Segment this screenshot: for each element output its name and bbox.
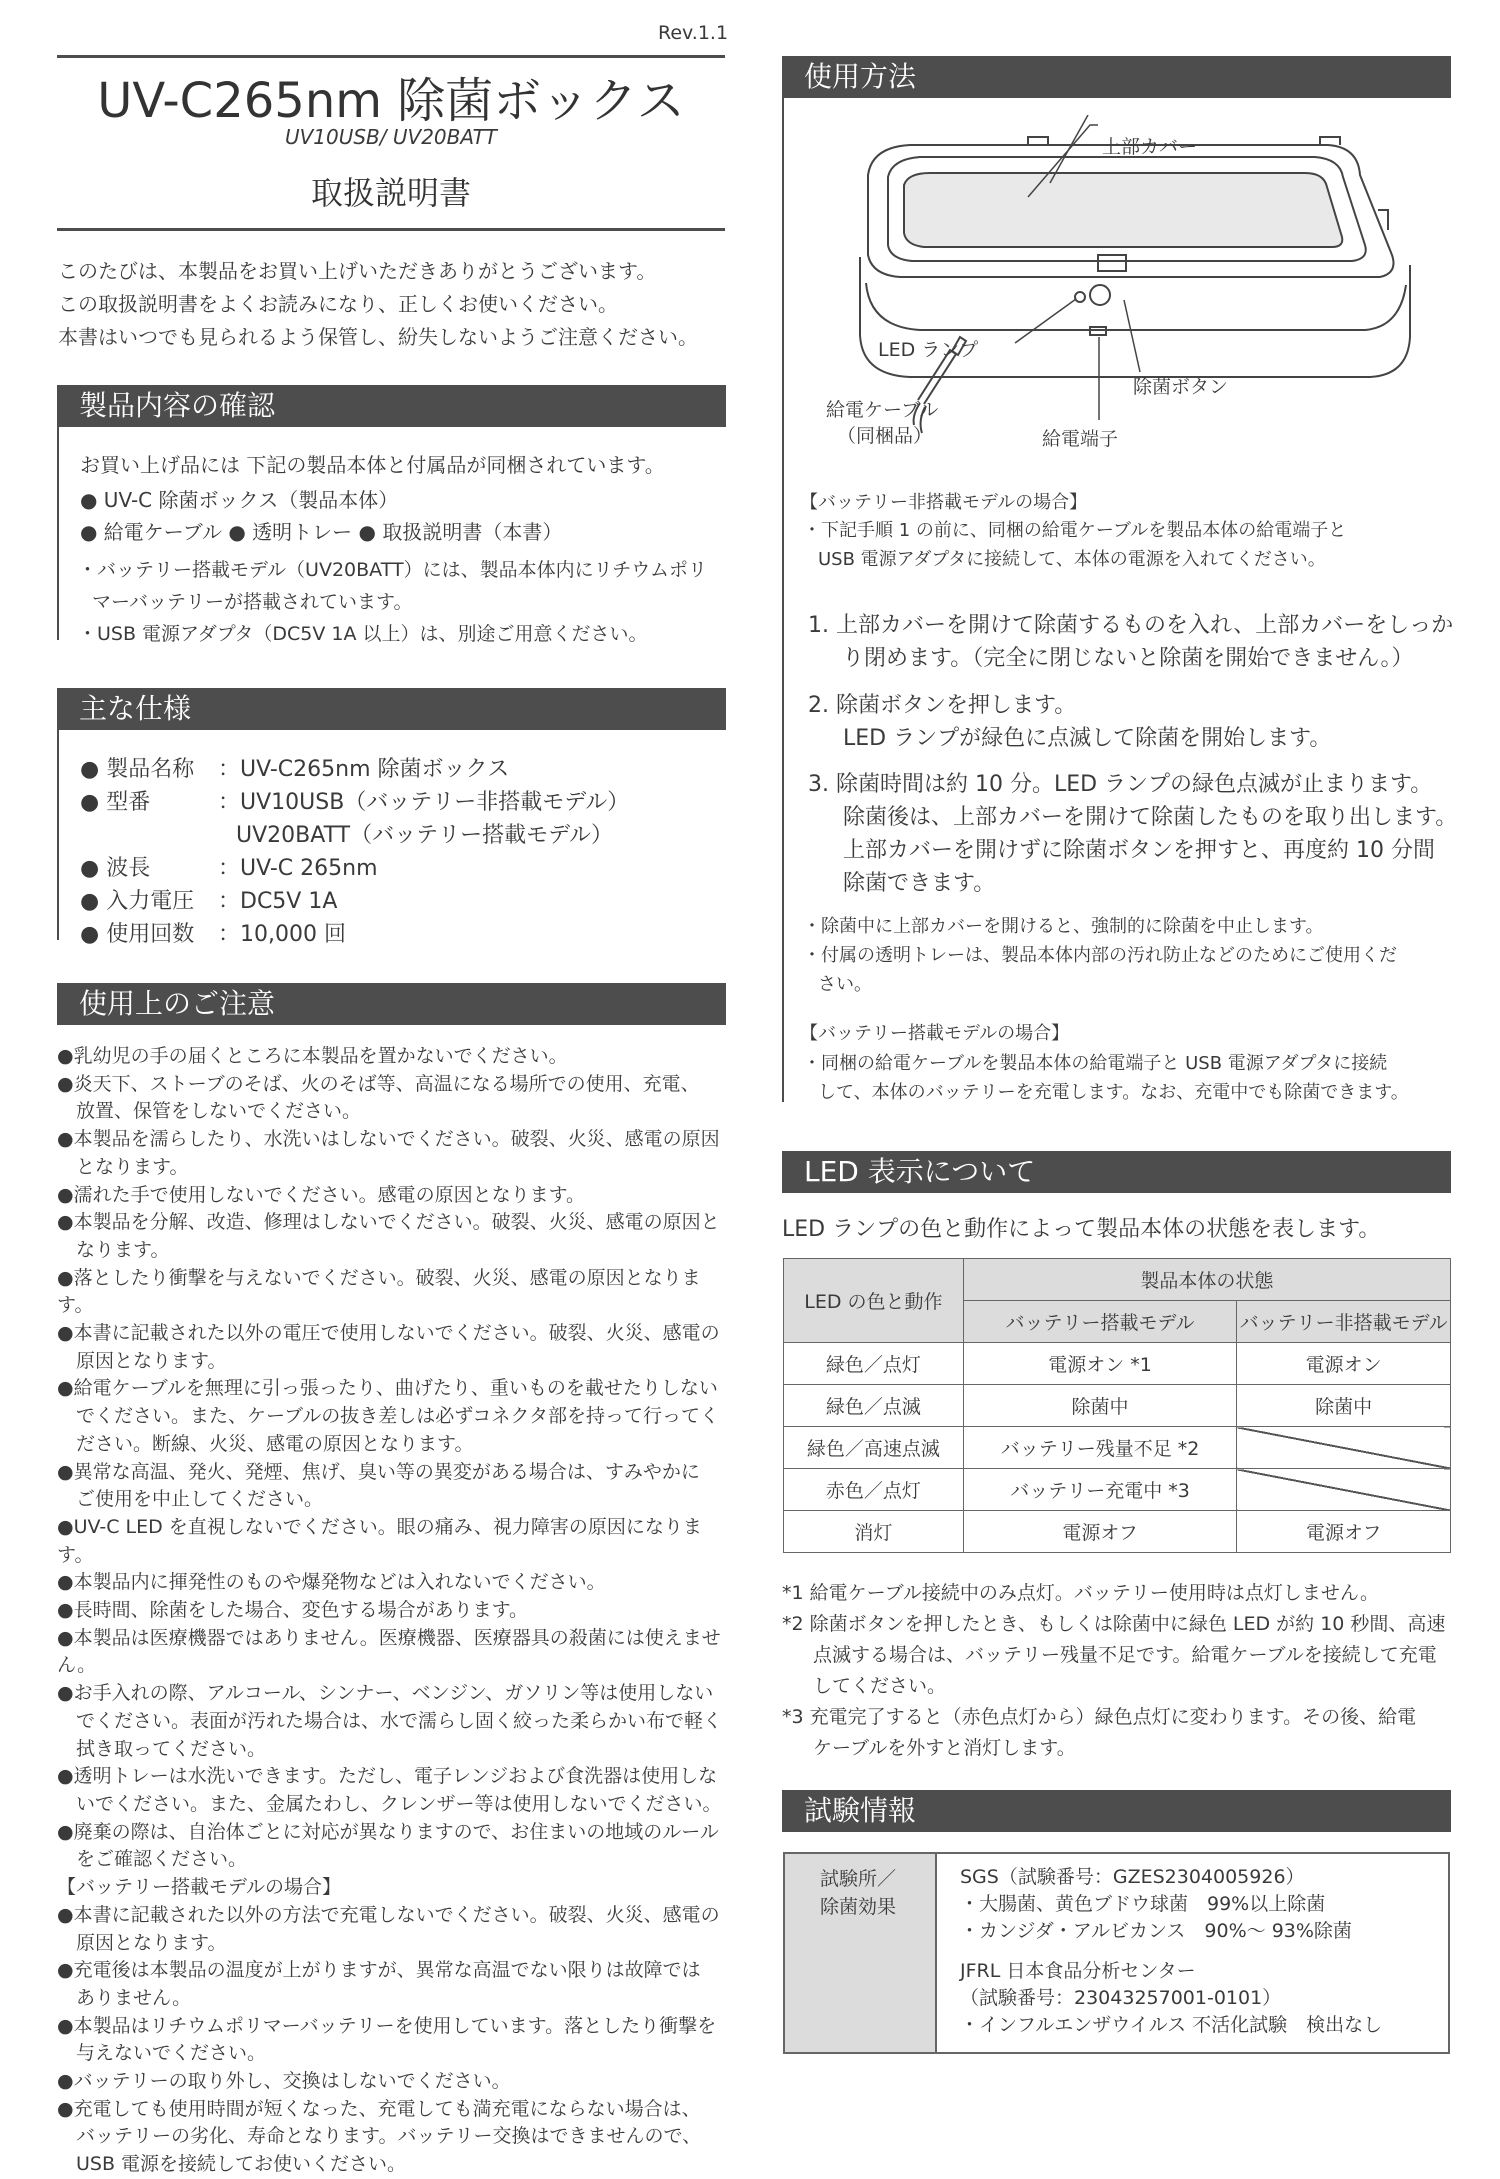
led-footnote: *2 除菌ボタンを押したとき、もしくは除菌中に緑色 LED が約 10 秒間、高速 [782, 1613, 1446, 1635]
document-title: UV-C265nm 除菌ボックス [97, 73, 685, 129]
caution-line: ●充電しても使用時間が短くなった、充電しても満充電にならない場合は、 [57, 2097, 701, 2120]
intro-line: 本書はいつでも見られるよう保管し、紛失しないようご注意ください。 [58, 325, 698, 349]
led-nobatt-state: 電源オン [1237, 1343, 1451, 1385]
batt-title: 【バッテリー搭載モデルの場合】 [800, 1023, 1070, 1044]
led-color: 緑色／高速点滅 [784, 1427, 964, 1469]
caution-line: ●落としたり衝撃を与えないでください。破裂、火災、感電の原因となります。 [57, 1266, 701, 1317]
led-footnote: ケーブルを外すと消灯します。 [813, 1737, 1076, 1759]
led-nobatt-state: 除菌中 [1237, 1385, 1451, 1427]
caution-line: ●本製品を分解、改造、修理はしないでください。破裂、火災、感電の原因と [57, 1211, 720, 1234]
title-rule-top [57, 55, 725, 58]
test-line: ・インフルエンザウイルス 不活化試験 検出なし [960, 2014, 1383, 2036]
caution-line: ●本製品は医療機器ではありません。医療機器、医療器具の殺菌には使えません。 [57, 1626, 721, 1677]
caution-line: ●本製品内に揮発性のものや爆発物などは入れないでください。 [57, 1571, 606, 1594]
usage-step: LED ランプが緑色に点滅して除菌を開始します。 [843, 726, 1332, 751]
model-numbers: UV10USB/ UV20BATT [284, 125, 498, 149]
usage-step: 除菌後は、上部カバーを開けて除菌したものを取り出します。 [843, 805, 1458, 830]
spec-label: ● 波長 [80, 856, 151, 881]
spec-value: ：UV-C 265nm [218, 856, 378, 881]
led-color: 緑色／点滅 [784, 1385, 964, 1427]
led-batt-state: 電源オン *1 [963, 1343, 1237, 1385]
led-footnote: 点滅する場合は、バッテリー残量不足です。給電ケーブルを接続して充電 [813, 1644, 1437, 1666]
led-row [784, 1469, 1451, 1511]
caution-line: ●UV-C LED を直視しないでください。眼の痛み、視力障害の原因になります。 [57, 1515, 702, 1566]
caution-line: ありません。 [57, 1986, 192, 2009]
usage-note: ・除菌中に上部カバーを開けると、強制的に除菌を中止します。 [803, 916, 1324, 937]
contents-item: ● 給電ケーブル ● 透明トレー ● 取扱説明書（本書） [80, 520, 563, 544]
intro-line: この取扱説明書をよくお読みになり、正しくお使いください。 [58, 292, 618, 316]
caution-line: でください。また、ケーブルの抜き差しは必ずコネクタ部を持って行ってく [57, 1405, 719, 1428]
document-subtitle: 取扱説明書 [310, 174, 471, 212]
led-batt-state: バッテリー残量不足 *2 [963, 1427, 1237, 1469]
caution-line: 原因となります。 [57, 1931, 227, 1954]
caution-line: ●長時間、除菌をした場合、変色する場合があります。 [57, 1599, 529, 1622]
specs-heading: 主な仕様 [57, 688, 726, 730]
diagram-label-port: 給電端子 [1042, 428, 1119, 450]
intro-line: このたびは、本製品をお買い上げいただきありがとうございます。 [58, 259, 657, 283]
led-col-nobatt: バッテリー非搭載モデル [1237, 1301, 1451, 1343]
usage-step: 1. 上部カバーを開けて除菌するものを入れ、上部カバーをしっか [808, 613, 1454, 638]
usage-step: 除菌できます。 [843, 871, 996, 896]
led-row [784, 1427, 1451, 1469]
batt-note: ・同梱の給電ケーブルを製品本体の給電端子と USB 電源アダプタに接続 [803, 1053, 1388, 1074]
contents-note: ・バッテリー搭載モデル（UV20BATT）には、製品本体内にリチウムポリ [78, 559, 707, 581]
caution-line: ●本製品を濡らしたり、水洗いはしないでください。破裂、火災、感電の原因 [57, 1128, 720, 1151]
contents-note: マーバッテリーが搭載されています。 [92, 591, 413, 613]
led-lead: LED ランプの色と動作によって製品本体の状態を表します。 [782, 1217, 1381, 1242]
test-line: （試験番号：23043257001-0101） [960, 1987, 1282, 2009]
caution-line: バッテリーの劣化、寿命となります。バッテリー交換はできませんので、 [57, 2125, 702, 2148]
test-heading: 試験情報 [782, 1790, 1451, 1832]
usage-bar [782, 98, 784, 1102]
title-rule-bottom [57, 228, 725, 231]
contents-note: ・USB 電源アダプタ（DC5V 1A 以上）は、別途ご用意ください。 [78, 623, 648, 645]
diagram-label-led: LED ランプ [878, 339, 979, 361]
caution-line: 拭き取ってください。 [57, 1737, 267, 1760]
contents-bar [57, 427, 59, 640]
caution-line: ●本製品はリチウムポリマーバッテリーを使用しています。落としたり衝撃を [57, 2014, 717, 2037]
usage-step: り閉めます。（完全に閉じないと除菌を開始できません。） [842, 646, 1414, 671]
cautions-heading: 使用上のご注意 [57, 983, 726, 1025]
led-col-state: 製品本体の状態 [963, 1259, 1450, 1301]
usage-step: 3. 除菌時間は約 10 分。LED ランプの緑色点滅が止まります。 [808, 772, 1433, 797]
usage-step: 2. 除菌ボタンを押します。 [808, 693, 1077, 718]
usage-step: 上部カバーを開けずに除菌ボタンを押すと、再度約 10 分間 [843, 838, 1435, 863]
caution-line: いでください。また、金属たわし、クレンザー等は使用しないでください。 [57, 1792, 722, 1815]
caution-line: なります。 [57, 1238, 170, 1261]
caution-line: ●廃棄の際は、自治体ごとに対応が異なりますので、お住まいの地域のルール [57, 1820, 719, 1843]
test-line: JFRL 日本食品分析センター [960, 1960, 1196, 1982]
caution-line: 放置、保管をしないでください。 [57, 1100, 362, 1123]
spec-label: ● 型番 [80, 790, 151, 815]
led-footnote: してください。 [813, 1675, 947, 1697]
caution-line: となります。 [57, 1155, 189, 1178]
diagram-label-button: 除菌ボタン [1133, 376, 1229, 398]
led-heading: LED 表示について [782, 1151, 1451, 1193]
caution-line: ●充電後は本製品の温度が上がりますが、異常な高温でない限りは故障では [57, 1959, 701, 1982]
nobatt-note: USB 電源アダプタに接続して、本体の電源を入れてください。 [818, 549, 1326, 570]
led-row [784, 1385, 1451, 1427]
diagram-label-cable: 給電ケーブル [826, 399, 939, 421]
led-nobatt-state: 電源オフ [1237, 1511, 1451, 1553]
caution-line: 【バッテリー搭載モデルの場合】 [57, 1876, 342, 1899]
caution-line: ●バッテリーの取り外し、交換はしないでください。 [57, 2070, 511, 2093]
caution-line: ●本書に記載された以外の電圧で使用しないでください。破裂、火災、感電の [57, 1322, 720, 1345]
caution-line: ●透明トレーは水洗いできます。ただし、電子レンジおよび食洗器は使用しな [57, 1765, 718, 1788]
led-table [783, 1258, 1451, 1553]
contents-heading: 製品内容の確認 [57, 385, 726, 427]
caution-line: をご確認ください。 [57, 1848, 248, 1871]
nobatt-note: ・下記手順 1 の前に、同梱の給電ケーブルを製品本体の給電端子と [803, 520, 1347, 541]
test-line: ・大腸菌、黄色ブドウ球菌 99%以上除菌 [960, 1893, 1326, 1915]
spec-value: ：UV10USB（バッテリー非搭載モデル） [218, 790, 630, 815]
spec-value: ：10,000 回 [218, 922, 346, 947]
test-line: ・カンジダ・アルビカンス 90%～ 93%除菌 [960, 1920, 1352, 1942]
nobatt-title: 【バッテリー非搭載モデルの場合】 [800, 492, 1088, 513]
usage-note: さい。 [818, 974, 872, 995]
cautions-list [57, 1043, 737, 2179]
led-color: 消灯 [784, 1511, 964, 1553]
test-label: 試験所／ [820, 1868, 897, 1890]
spec-value: UV20BATT（バッテリー搭載モデル） [236, 823, 613, 848]
led-batt-state: 除菌中 [963, 1385, 1237, 1427]
led-row [784, 1343, 1451, 1385]
caution-line: ●乳幼児の手の届くところに本製品を置かないでください。 [57, 1045, 568, 1067]
led-batt-state: バッテリー充電中 *3 [963, 1469, 1237, 1511]
test-line: SGS（試験番号：GZES2304005926） [960, 1866, 1305, 1888]
caution-line: ご使用を中止してください。 [57, 1488, 324, 1511]
spec-label: ● 入力電圧 [80, 889, 195, 914]
led-footnote: *1 給電ケーブル接続中のみ点灯。バッテリー使用時は点灯しません。 [782, 1582, 1380, 1604]
specs-bar [57, 730, 59, 940]
diagram-label-cable-sub: （同梱品） [837, 425, 933, 447]
led-col-batt: バッテリー搭載モデル [963, 1301, 1237, 1343]
caution-line: 与えないでください。 [57, 2042, 267, 2065]
caution-line: ●異常な高温、発火、発煙、焦げ、臭い等の異変がある場合は、すみやかに [57, 1460, 700, 1483]
caution-line: ●濡れた手で使用しないでください。感電の原因となります。 [57, 1183, 586, 1206]
led-nobatt-na [1237, 1469, 1451, 1511]
revision: Rev.1.1 [658, 22, 729, 44]
caution-line: ●お手入れの際、アルコール、シンナー、ベンジン、ガソリン等は使用しない [57, 1682, 714, 1705]
caution-line: ださい。断線、火災、感電の原因となります。 [57, 1432, 474, 1455]
spec-label: ● 製品名称 [80, 757, 195, 782]
caution-line: 原因となります。 [57, 1349, 227, 1372]
led-color: 赤色／点灯 [784, 1469, 964, 1511]
usage-note: ・付属の透明トレーは、製品本体内部の汚れ防止などのためにご使用くだ [803, 945, 1397, 966]
led-col-color: LED の色と動作 [784, 1259, 964, 1343]
led-row [784, 1511, 1451, 1553]
spec-value: ：UV-C265nm 除菌ボックス [218, 757, 510, 782]
usage-heading: 使用方法 [782, 56, 1451, 98]
caution-line: ●炎天下、ストーブのそば、火のそば等、高温になる場所での使用、充電、 [57, 1072, 700, 1095]
spec-value: ：DC5V 1A [218, 889, 338, 914]
caution-line: USB 電源を接続してお使いください。 [57, 2153, 407, 2176]
contents-lead: お買い上げ品には 下記の製品本体と付属品が同梱されています。 [80, 453, 665, 477]
caution-line: でください。表面が汚れた場合は、水で濡らし固く絞った柔らかい布で軽く [57, 1709, 723, 1732]
contents-item: ● UV-C 除菌ボックス（製品本体） [80, 488, 399, 512]
batt-note: して、本体のバッテリーを充電します。なお、充電中でも除菌できます。 [818, 1082, 1409, 1103]
led-footnote: *3 充電完了すると（赤色点灯から）緑色点灯に変わります。その後、給電 [782, 1706, 1417, 1728]
caution-line: ●給電ケーブルを無理に引っ張ったり、曲げたり、重いものを載せたりしない [57, 1377, 718, 1400]
led-color: 緑色／点灯 [784, 1343, 964, 1385]
test-label: 除菌効果 [820, 1896, 897, 1918]
diagram-label-cover: 上部カバー [1102, 136, 1198, 158]
led-batt-state: 電源オフ [963, 1511, 1237, 1553]
spec-label: ● 使用回数 [80, 922, 195, 947]
caution-line: ●本書に記載された以外の方法で充電しないでください。破裂、火災、感電の [57, 1903, 720, 1926]
led-nobatt-na [1237, 1427, 1451, 1469]
